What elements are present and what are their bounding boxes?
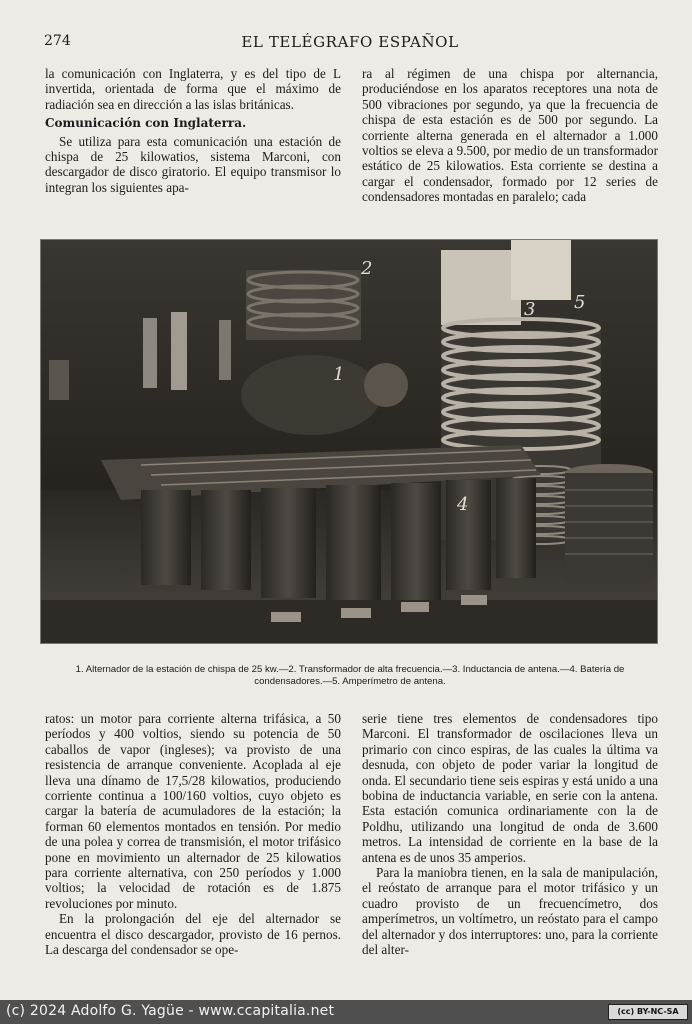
column-top-right xyxy=(362,66,658,205)
figure-label-4: 4 xyxy=(457,494,469,515)
copyright-footer xyxy=(0,1000,692,1024)
page-number: 274 xyxy=(44,33,71,49)
paragraph: ratos: un motor para corriente alterna trifásica, a 50 períodos y 400 voltios, siendo su potencia de 50 caballos de vapor (ingleses); va provisto de una resistencia de arranque conveniente. Acoplada al eje lleva una dínamo de 17,5/28 kilowatios, produciendo corriente continua a 100/160 voltios, cuyo objeto es cargar la batería de acumuladores de la estación; la forman 60 elementos montados en tensión. Por medio de una polea y correa de transmisión, el motor trifásico pone en movimiento un alternador de 25 kilowatios para corriente alternativa, con 250 períodos y 1.000 voltios; la velocidad de rotación es de 1.875 revoluciones por minuto. xyxy=(45,711,341,911)
paragraph: En la prolongación del eje del alternador se encuentra el disco descargador, provisto de 16 pernos. La descarga del condensador se ope- xyxy=(45,911,341,958)
paragraph: Para la maniobra tienen, en la sala de manipulación, el reóstato de arranque para el motor trifásico y un cuadro provisto de un frecuencímetro, dos amperímetros, un voltímetro, un reóstato para el campo del alternador y dos interruptores: uno, para la corriente del alter- xyxy=(362,865,658,958)
section-heading: Comunicación con Inglaterra. xyxy=(45,116,247,131)
journal-title: EL TELÉGRAFO ESPAÑOL xyxy=(241,33,459,51)
copyright-text: (c) 2024 Adolfo G. Yagüe - www.ccapitalia.net xyxy=(6,1003,335,1019)
column-top-left xyxy=(45,66,341,195)
figure-label-2: 2 xyxy=(361,258,373,279)
paragraph: Se utiliza para esta comunicación una estación de chispa de 25 kilowatios, sistema Marconi, con descargador de disco giratorio. El equipo transmisor lo integran los siguientes apa- xyxy=(45,133,341,195)
figure-label-3: 3 xyxy=(524,299,536,320)
paragraph: ra al régimen de una chispa por alternancia, produciéndose en los aparatos receptores una nota de 500 vibraciones por segundo, ya que la frecuencia de chispa de esta estación es de 500 por segundo. La corriente alterna generada en el alternador a 1.000 voltios se eleva a 9.500, por medio de un transformador estático de 25 kilowatios. Esta corriente se destina a cargar el condensador, formado por 12 series de condensadores montadas en paralelo; cada xyxy=(362,66,658,205)
figure-label-1: 1 xyxy=(333,364,345,385)
figure-caption: 1. Alternador de la estación de chispa de 25 kw.—2. Transformador de alta frecuencia.—3. Inductancia de antena.—4. Batería de condensadores.—5. Amperímetro de antena. xyxy=(75,664,625,687)
column-bottom-left xyxy=(45,711,341,958)
paragraph: serie tiene tres elementos de condensadores tipo Marconi. El transformador de oscilaciones lleva un primario con cinco espiras, de las cuales la última va desnuda, con objeto de poder variar la longitud de onda. El secundario tiene seis espiras y está unido a una bobina de inductancia variable, en serie con la antena. Esta estación comunica ordinariamente con la de Poldhu, utilizando una longitud de onda de 3.600 metros. La intensidad de corriente en la base de la antena es de unos 35 amperios. xyxy=(362,711,658,865)
paragraph: la comunicación con Inglaterra, y es del tipo de L invertida, orientada de forma que el máximo de radiación sea en dirección a las islas británicas. xyxy=(45,66,341,112)
column-bottom-right xyxy=(362,711,658,958)
figure-photo xyxy=(41,240,657,643)
page-header xyxy=(42,33,658,55)
figure-label-5: 5 xyxy=(574,292,586,313)
license-badge[interactable]: (cc) BY-NC-SA xyxy=(608,1004,688,1020)
